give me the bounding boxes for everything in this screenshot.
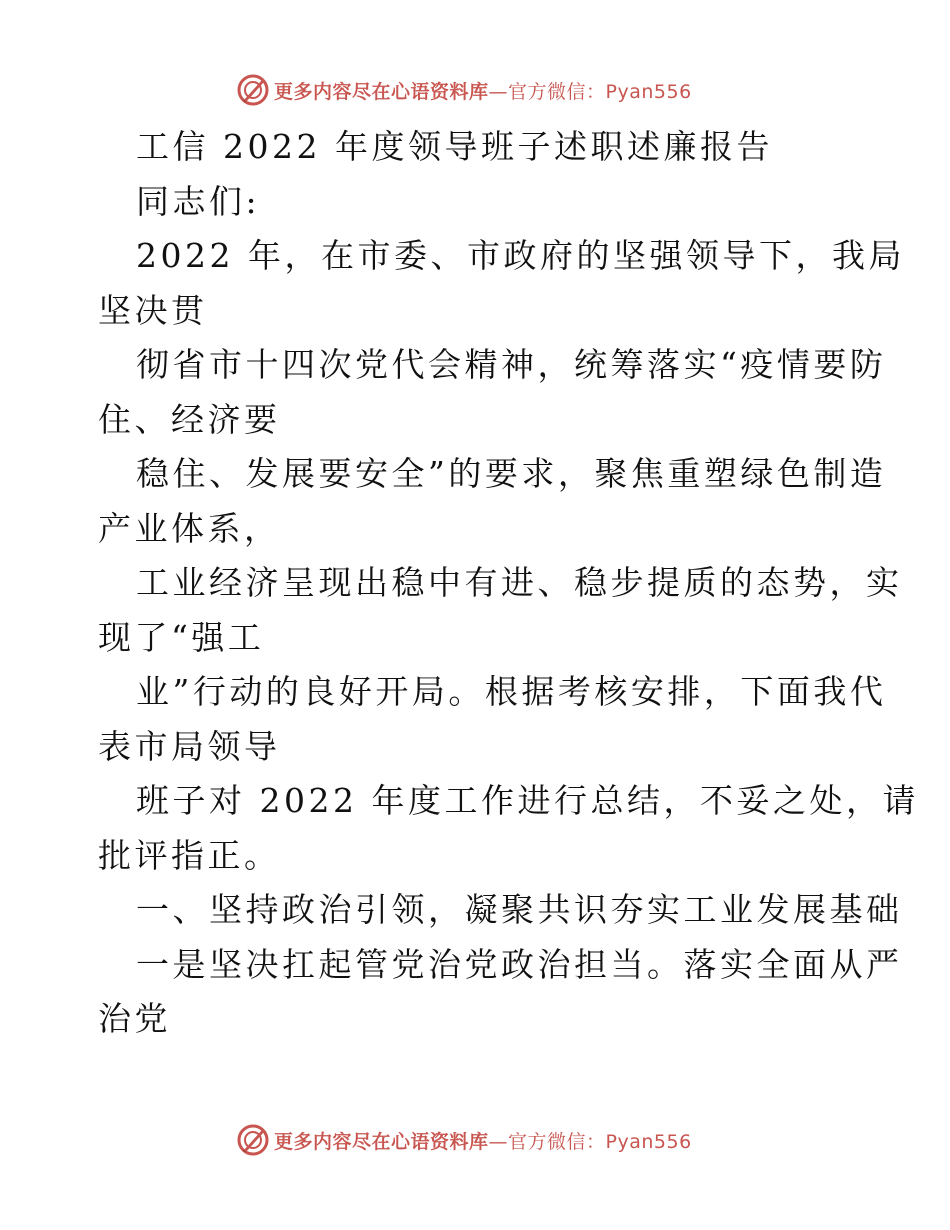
watermark-banner-top bbox=[236, 72, 692, 108]
text-line: 批评指正。 bbox=[98, 835, 281, 875]
text-line: 产业体系， bbox=[98, 508, 281, 548]
salutation: 同志们: bbox=[136, 181, 261, 221]
section-heading: 一、坚持政治引领，凝聚共识夯实工业发展基础 bbox=[136, 890, 903, 929]
text-line: 现了“强工 bbox=[98, 617, 265, 657]
pen-logo-icon bbox=[236, 1123, 270, 1157]
document-body bbox=[98, 120, 919, 1047]
text-line: 稳住、发展要安全”的要求，聚焦重塑绿色制造 bbox=[136, 454, 887, 493]
text-line: 治党 bbox=[98, 999, 171, 1038]
pen-logo-icon bbox=[236, 73, 270, 107]
watermark-text: 更多内容尽在心语资料库—官方微信：Pyan556 bbox=[274, 1130, 692, 1153]
text-line: 工业经济呈现出稳中有进、稳步提质的态势，实 bbox=[136, 563, 903, 602]
document-title: 工信 2022 年度领导班子述职述廉报告 bbox=[136, 127, 773, 166]
text-line: 坚决贯 bbox=[98, 290, 208, 330]
text-line: 表市局领导 bbox=[98, 726, 281, 766]
text-line: 一是坚决扛起管党治党政治担当。落实全面从严 bbox=[136, 944, 903, 984]
text-line: 彻省市十四次党代会精神，统筹落实“疫情要防 bbox=[136, 345, 887, 384]
text-line: 2022 年，在市委、市政府的坚强领导下，我局 bbox=[136, 236, 905, 275]
text-line: 业”行动的良好开局。根据考核安排，下面我代 bbox=[136, 672, 887, 711]
watermark-banner-bottom bbox=[236, 1122, 692, 1158]
text-line: 住、经济要 bbox=[98, 399, 281, 439]
watermark-text: 更多内容尽在心语资料库—官方微信：Pyan556 bbox=[274, 80, 692, 103]
text-line: 班子对 2022 年度工作进行总结，不妥之处，请 bbox=[136, 781, 919, 820]
